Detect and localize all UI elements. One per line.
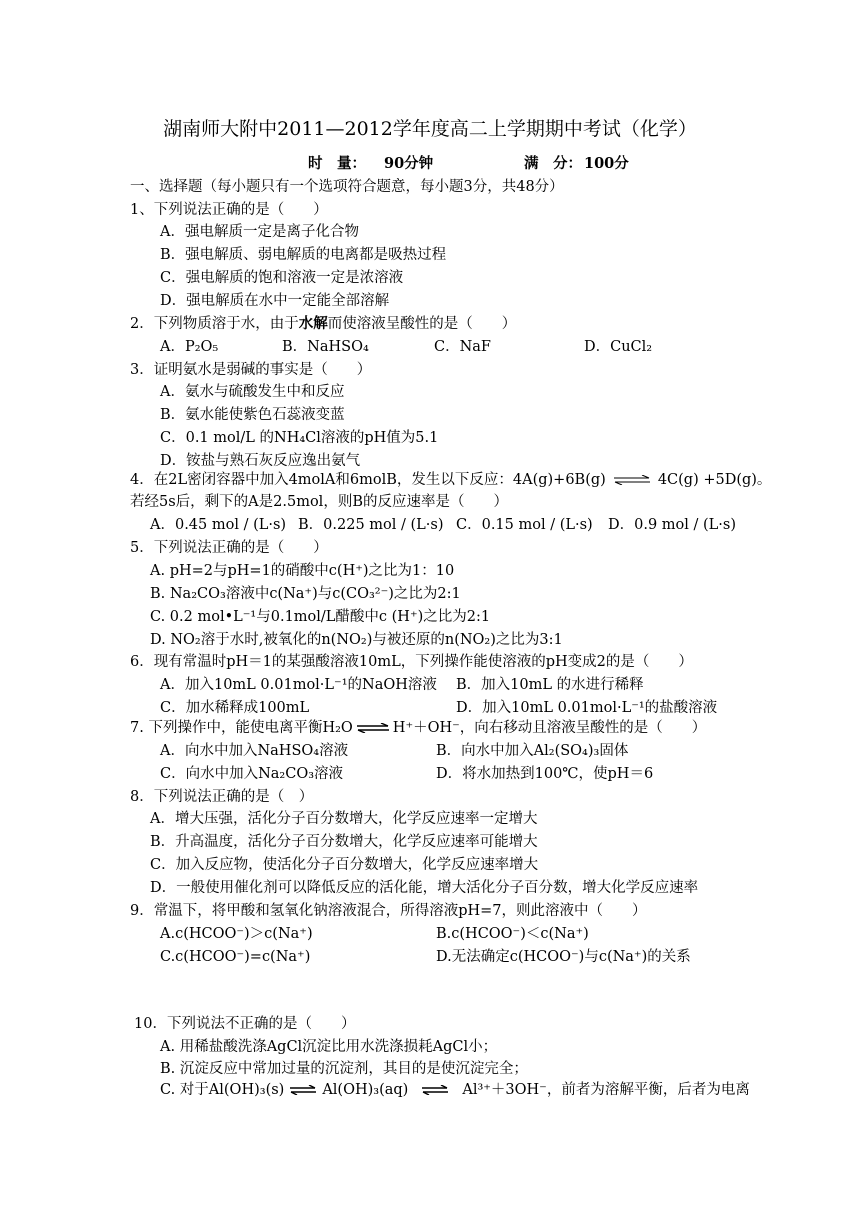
q10-option-c <box>160 1080 750 1100</box>
q3-option-d: D．铵盐与熟石灰反应逸出氨气 <box>160 453 361 469</box>
q1-option-a: A．强电解质一定是离子化合物 <box>160 224 359 240</box>
exam-title: 湖南师大附中2011—2012学年度高二上学期期中考试（化学） <box>163 118 697 140</box>
q4-stem-line2: 若经5s后，剩下的A是2.5mol，则B的反应速率是（ ） <box>130 494 508 510</box>
q2-stem-post: 而使溶液呈酸性的是（ ） <box>327 316 517 332</box>
time-value: 90分钟 <box>384 155 434 172</box>
q7-option-b: B．向水中加入Al₂(SO₄)₃固体 <box>436 743 629 759</box>
q4-stem-post: 4C(g) +5D(g)。 <box>657 472 772 488</box>
q10-option-a: A. 用稀盐酸洗涤AgCl沉淀比用水洗涤损耗AgCl小； <box>160 1039 498 1055</box>
q3-stem: 3．证明氨水是弱碱的事实是（ ） <box>130 362 372 378</box>
time-label: 时 量： <box>308 155 366 172</box>
score-value: 100分 <box>584 155 629 172</box>
q7-option-c: C．向水中加入Na₂CO₃溶液 <box>160 766 344 782</box>
q4-stem-pre: 4．在2L密闭容器中加入4molA和6molB，发生以下反应：4A(g)+6B(g) <box>130 472 606 488</box>
q8-option-a: A．增大压强，活化分子百分数增大，化学反应速率一定增大 <box>150 811 538 827</box>
q6-option-a: A．加入10mL 0.01mol·L⁻¹的NaOH溶液 <box>160 677 437 693</box>
q2-option-c: C．NaF <box>434 339 491 355</box>
q9-option-d: D.无法确定c(HCOO⁻)与c(Na⁺)的关系 <box>436 949 691 965</box>
q2-stem-bold: 水解 <box>298 315 328 332</box>
q9-option-b: B.c(HCOO⁻)＜c(Na⁺) <box>436 926 589 942</box>
q2-option-d: D．CuCl₂ <box>584 339 653 355</box>
q5-stem: 5．下列说法正确的是（ ） <box>130 540 328 556</box>
q6-option-b: B．加入10mL 的水进行稀释 <box>456 677 644 693</box>
q7-stem-pre: 7. 下列操作中，能使电离平衡H₂O <box>130 720 353 736</box>
q1-stem: 1、下列说法正确的是（ ） <box>130 202 328 218</box>
q6-option-d: D．加入10mL 0.01mol·L⁻¹的盐酸溶液 <box>456 700 718 716</box>
q9-option-a: A.c(HCOO⁻)＞c(Na⁺) <box>160 926 313 942</box>
q6-option-c: C．加水稀释成100mL <box>160 700 310 716</box>
q4-option-a: A．0.45 mol / (L·s) <box>150 517 287 533</box>
q2-option-a: A．P₂O₅ <box>160 339 219 355</box>
q5-option-b: B. Na₂CO₃溶液中c(Na⁺)与c(CO₃²⁻)之比为2:1 <box>150 586 461 602</box>
q2-stem <box>130 314 516 334</box>
q8-stem: 8．下列说法正确的是（ ） <box>130 789 314 805</box>
q8-option-c: C．加入反应物，使活化分子百分数增大，化学反应速率增大 <box>150 857 539 873</box>
score-label: 满 分： <box>524 155 582 172</box>
q9-stem: 9．常温下，将甲酸和氢氧化钠溶液混合，所得溶液pH=7，则此溶液中（ ） <box>130 903 647 919</box>
q5-option-c: C. 0.2 mol•L⁻¹与0.1mol/L醋酸中c (H⁺)之比为2:1 <box>150 609 491 625</box>
q4-option-d: D．0.9 mol / (L·s) <box>608 517 737 533</box>
q8-option-b: B．升高温度，活化分子百分数增大，化学反应速率可能增大 <box>150 834 538 850</box>
q10-option-b: B. 沉淀反应中常加过量的沉淀剂，其目的是使沉淀完全； <box>160 1061 528 1077</box>
q10-c-post: Al³⁺＋3OH⁻，前者为溶解平衡，后者为电离 <box>462 1082 750 1098</box>
q3-option-a: A．氨水与硫酸发生中和反应 <box>160 384 345 400</box>
q10-stem: 10．下列说法不正确的是（ ） <box>134 1016 356 1032</box>
q4-stem-line1 <box>130 470 771 490</box>
q1-option-d: D．强电解质在水中一定能全部溶解 <box>160 293 390 309</box>
q7-stem-post: H⁺＋OH⁻，向右移动且溶液呈酸性的是（ ） <box>392 720 707 736</box>
equilibrium-arrow-icon <box>355 723 391 733</box>
equilibrium-arrow-icon <box>288 1085 318 1095</box>
q10-c-mid: Al(OH)₃(aq) <box>322 1082 409 1098</box>
q4-option-b: B．0.225 mol / (L·s) <box>298 517 444 533</box>
q4-option-c: C．0.15 mol / (L·s) <box>456 517 593 533</box>
q1-option-b: B．强电解质、弱电解质的电离都是吸热过程 <box>160 247 447 263</box>
q7-option-d: D．将水加热到100℃，使pH＝6 <box>436 766 654 782</box>
equilibrium-arrow-icon <box>420 1085 450 1095</box>
q3-option-b: B．氨水能使紫色石蕊液变蓝 <box>160 407 345 423</box>
equilibrium-arrow-icon <box>612 475 652 485</box>
q2-stem-pre: 2．下列物质溶于水，由于 <box>130 316 299 332</box>
q5-option-d: D. NO₂溶于水时,被氧化的n(NO₂)与被还原的n(NO₂)之比为3:1 <box>150 632 563 648</box>
q7-option-a: A．向水中加入NaHSO₄溶液 <box>160 743 349 759</box>
q2-option-b: B．NaHSO₄ <box>282 339 369 355</box>
q7-stem <box>130 718 706 738</box>
q6-stem: 6．现有常温时pH＝1的某强酸溶液10mL，下列操作能使溶液的pH变成2的是（ ） <box>130 654 693 670</box>
q10-c-pre: C. 对于Al(OH)₃(s) <box>160 1082 285 1098</box>
q5-option-a: A. pH=2与pH=1的硝酸中c(H⁺)之比为1：10 <box>150 563 455 579</box>
q9-option-c: C.c(HCOO⁻)=c(Na⁺) <box>160 949 311 965</box>
q1-option-c: C．强电解质的饱和溶液一定是浓溶液 <box>160 270 404 286</box>
section-heading: 一、选择题（每小题只有一个选项符合题意，每小题3分，共48分） <box>130 179 564 195</box>
q3-option-c: C．0.1 mol/L 的NH₄Cl溶液的pH值为5.1 <box>160 430 439 446</box>
q8-option-d: D．一般使用催化剂可以降低反应的活化能，增大活化分子百分数，增大化学反应速率 <box>150 880 699 896</box>
